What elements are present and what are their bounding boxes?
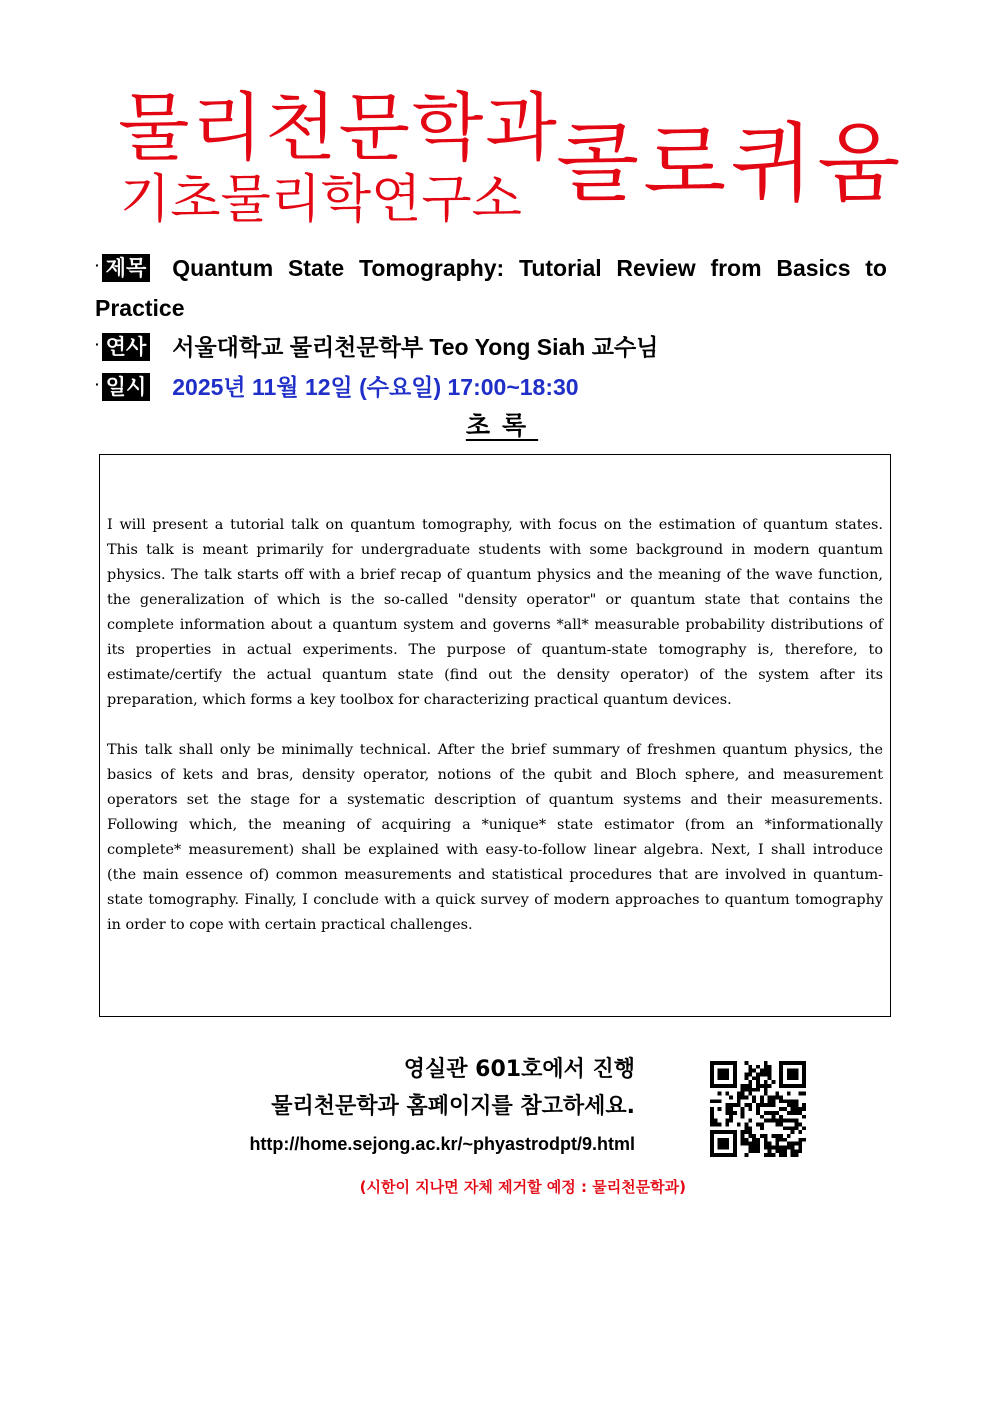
qr-module (771, 1153, 775, 1157)
qr-module (768, 1142, 772, 1146)
abstract-paragraph: This talk shall only be minimally technical. After the brief summary of freshmen quantum physics, the basics of kets and bras, density operator, notions of the qubit and Bloch sphere, and measurement operators set the stage for a systematic description of quantum systems and their measurements. Following which, the meaning of acquiring a *unique* state estimator (from an *informationally complete* measurement) shall be explained with easy-to-follow linear algebra. Next, I shall introduce (the main essence of) common measurements and statistical procedures that are involved in quantum-state tomography. Finally, I conclude with a quick survey of modern approaches to quantum tomography in order to cope with certain practical challenges. (107, 742, 883, 933)
speaker-label: 연사 (102, 333, 151, 361)
qr-module (764, 1084, 768, 1088)
qr-module (760, 1069, 764, 1073)
qr-module (791, 1126, 795, 1130)
qr-module (787, 1103, 791, 1107)
date-row (95, 364, 887, 407)
qr-module (764, 1142, 768, 1146)
qr-module (771, 1099, 775, 1103)
qr-module (725, 1119, 729, 1123)
qr-module (752, 1069, 756, 1073)
qr-module (725, 1092, 729, 1096)
qr-module (768, 1096, 772, 1100)
qr-module (748, 1103, 752, 1107)
bullet-dot: · (95, 336, 100, 352)
qr-module (729, 1111, 733, 1115)
qr-module (798, 1130, 802, 1134)
qr-module (745, 1084, 749, 1088)
qr-module (798, 1122, 802, 1126)
qr-module (714, 1099, 718, 1103)
qr-module (745, 1088, 749, 1092)
qr-module (760, 1073, 764, 1077)
qr-module (802, 1138, 806, 1142)
qr-module (741, 1107, 745, 1111)
qr-module (798, 1142, 802, 1146)
qr-module (768, 1099, 772, 1103)
qr-module (748, 1069, 752, 1073)
qr-module (737, 1103, 741, 1107)
qr-module (745, 1142, 749, 1146)
qr-module (775, 1134, 779, 1138)
qr-module (752, 1088, 756, 1092)
qr-module (760, 1122, 764, 1126)
qr-module (745, 1138, 749, 1142)
qr-module (748, 1126, 752, 1130)
qr-module (725, 1122, 729, 1126)
qr-module (748, 1119, 752, 1123)
qr-module (768, 1153, 772, 1157)
qr-module (764, 1092, 768, 1096)
qr-module (741, 1096, 745, 1100)
qr-module (710, 1099, 714, 1103)
qr-module (768, 1103, 772, 1107)
qr-module (768, 1149, 772, 1153)
qr-module (745, 1076, 749, 1080)
qr-module (791, 1103, 795, 1107)
qr-module (768, 1065, 772, 1069)
qr-module (775, 1096, 779, 1100)
qr-module (802, 1115, 806, 1119)
qr-module (756, 1145, 760, 1149)
qr-module (741, 1142, 745, 1146)
qr-module (779, 1138, 783, 1142)
qr-module (779, 1134, 783, 1138)
qr-module (764, 1134, 768, 1138)
qr-module (748, 1065, 752, 1069)
qr-module (748, 1092, 752, 1096)
qr-module (768, 1073, 772, 1077)
homepage-link[interactable]: http://home.sejong.ac.kr/~phyastrodpt/9.html (249, 1134, 635, 1154)
qr-module (745, 1122, 749, 1126)
qr-module (760, 1126, 764, 1130)
qr-module (779, 1145, 783, 1149)
qr-module (791, 1107, 795, 1111)
qr-module (752, 1145, 756, 1149)
qr-module (794, 1126, 798, 1130)
qr-module (775, 1145, 779, 1149)
qr-module (752, 1149, 756, 1153)
qr-module (725, 1111, 729, 1115)
qr-module (764, 1119, 768, 1123)
qr-module (729, 1103, 733, 1107)
qr-module (729, 1096, 733, 1100)
qr-module (741, 1115, 745, 1119)
qr-module (783, 1119, 787, 1123)
qr-module (787, 1119, 791, 1123)
qr-module (760, 1134, 764, 1138)
qr-module (729, 1107, 733, 1111)
abstract-heading: 초록 (465, 411, 539, 440)
qr-module (768, 1076, 772, 1080)
event-type: 콜로퀴움 (556, 114, 905, 214)
qr-module (764, 1080, 768, 1084)
qr-module (714, 1119, 718, 1123)
qr-module (745, 1153, 749, 1157)
qr-module (787, 1145, 791, 1149)
qr-module (756, 1142, 760, 1146)
qr-module (733, 1103, 737, 1107)
department-name: 물리천문학과 (118, 85, 559, 171)
qr-module (764, 1103, 768, 1107)
venue-text: 영실관 601호에서 진행 (403, 1057, 635, 1082)
qr-module (741, 1134, 745, 1138)
qr-module (725, 1103, 729, 1107)
qr-module (764, 1073, 768, 1077)
qr-module (710, 1122, 714, 1126)
qr-module (787, 1099, 791, 1103)
bullet-dot: · (95, 376, 100, 392)
qr-module (752, 1096, 756, 1100)
qr-module (794, 1119, 798, 1123)
qr-module (802, 1107, 806, 1111)
qr-module (756, 1111, 760, 1115)
qr-module (791, 1153, 795, 1157)
qr-module (794, 1149, 798, 1153)
qr-module (771, 1103, 775, 1107)
qr-module (779, 1096, 783, 1100)
qr-module (748, 1088, 752, 1092)
qr-module (798, 1138, 802, 1142)
qr-module (794, 1122, 798, 1126)
qr-module (791, 1149, 795, 1153)
qr-module (794, 1107, 798, 1111)
qr-module (794, 1111, 798, 1115)
qr-module (791, 1119, 795, 1123)
qr-module (760, 1115, 764, 1119)
qr-module (741, 1138, 745, 1142)
qr-module (760, 1103, 764, 1107)
qr-module (714, 1122, 718, 1126)
qr-module (710, 1115, 714, 1119)
qr-module (775, 1138, 779, 1142)
qr-module (771, 1115, 775, 1119)
qr-module (756, 1107, 760, 1111)
qr-module (752, 1134, 756, 1138)
qr-module (745, 1103, 749, 1107)
qr-module (718, 1092, 722, 1096)
qr-module (748, 1142, 752, 1146)
qr-module (752, 1138, 756, 1142)
qr-module (775, 1142, 779, 1146)
qr-module (764, 1065, 768, 1069)
qr-module (794, 1099, 798, 1103)
qr-module (741, 1088, 745, 1092)
qr-module (752, 1076, 756, 1080)
qr-module (787, 1111, 791, 1115)
qr-module (779, 1149, 783, 1153)
qr-module (771, 1134, 775, 1138)
qr-module (787, 1092, 791, 1096)
abstract-paragraph: I will present a tutorial talk on quantum tomography, with focus on the estimation of quantum states. This talk is meant primarily for undergraduate students with some background in modern quantum physics. The talk starts off with a brief recap of quantum physics and the meaning of the wave function, the generalization of which is the so-called "density operator" or quantum state that contains the complete information about a quantum system and governs *all* measurable probability distributions of its properties in actual experiments. The purpose of quantum-state tomography is, therefore, to estimate/certify the actual quantum state (find out the density operator) of the system after its preparation, which forms a key toolbox for characterizing practical quantum devices. (107, 517, 883, 708)
qr-module (802, 1126, 806, 1130)
qr-module (764, 1145, 768, 1149)
qr-module (718, 1122, 722, 1126)
qr-module (764, 1061, 768, 1065)
qr-module (748, 1130, 752, 1134)
qr-module (741, 1084, 745, 1088)
qr-module (771, 1096, 775, 1100)
qr-module (798, 1145, 802, 1149)
qr-module (768, 1145, 772, 1149)
qr-module (791, 1111, 795, 1115)
qr-module (756, 1080, 760, 1084)
qr-module (710, 1111, 714, 1115)
qr-module (729, 1119, 733, 1123)
qr-module (764, 1088, 768, 1092)
qr-module (779, 1153, 783, 1157)
qr-module (798, 1107, 802, 1111)
qr-module (783, 1138, 787, 1142)
qr-module (771, 1111, 775, 1115)
qr-module (783, 1099, 787, 1103)
qr-module (737, 1092, 741, 1096)
title-row (95, 245, 887, 328)
qr-module (748, 1080, 752, 1084)
qr-module (710, 1107, 714, 1111)
qr-module (768, 1069, 772, 1073)
qr-module (718, 1107, 722, 1111)
qr-module (783, 1149, 787, 1153)
speaker-name: 서울대학교 물리천문학부 Teo Yong Siah 교수님 (172, 334, 659, 360)
qr-module (710, 1119, 714, 1123)
qr-module (771, 1145, 775, 1149)
qr-module (729, 1115, 733, 1119)
qr-module (752, 1142, 756, 1146)
qr-module (771, 1080, 775, 1084)
qr-module (775, 1122, 779, 1126)
qr-module (748, 1073, 752, 1077)
qr-module (768, 1111, 772, 1115)
qr-module (748, 1084, 752, 1088)
qr-module (745, 1073, 749, 1077)
qr-module (748, 1149, 752, 1153)
qr-module (779, 1099, 783, 1103)
qr-module (798, 1092, 802, 1096)
qr-module (775, 1111, 779, 1115)
institute-name: 기초물리학연구소 (120, 170, 522, 230)
qr-module (745, 1061, 749, 1065)
qr-module (756, 1084, 760, 1088)
qr-module (787, 1134, 791, 1138)
qr-module (741, 1130, 745, 1134)
qr-module (756, 1149, 760, 1153)
qr-module (802, 1103, 806, 1107)
qr-module (779, 1107, 783, 1111)
qr-module (764, 1153, 768, 1157)
qr-module (798, 1111, 802, 1115)
talk-title: Quantum State Tomography: Tutorial Review from Basics to Practice (95, 255, 887, 321)
qr-module (741, 1111, 745, 1115)
qr-module (798, 1149, 802, 1153)
qr-module (756, 1065, 760, 1069)
qr-module (787, 1126, 791, 1130)
qr-module (787, 1142, 791, 1146)
qr-module (764, 1069, 768, 1073)
abstract-box (99, 454, 891, 1017)
qr-module (737, 1096, 741, 1100)
bullet-dot: · (95, 257, 100, 273)
qr-module (775, 1149, 779, 1153)
qr-module (779, 1115, 783, 1119)
qr-module (756, 1138, 760, 1142)
homepage-note: 물리천문학과 홈페이지를 참고하세요. (271, 1094, 635, 1119)
qr-module (733, 1111, 737, 1115)
speaker-row (95, 324, 887, 367)
qr-module (775, 1092, 779, 1096)
qr-module (802, 1092, 806, 1096)
qr-module (752, 1099, 756, 1103)
qr-module (748, 1145, 752, 1149)
qr-module (768, 1084, 772, 1088)
qr-module (748, 1107, 752, 1111)
qr-module (783, 1107, 787, 1111)
qr-module (794, 1153, 798, 1157)
title-label: 제목 (102, 254, 151, 282)
qr-module (783, 1145, 787, 1149)
qr-module (756, 1076, 760, 1080)
removal-notice: (시한이 지나면 자체 제거할 예정 : 물리천문학과) (359, 1178, 686, 1196)
qr-module (745, 1126, 749, 1130)
qr-module (764, 1138, 768, 1142)
qr-module (741, 1092, 745, 1096)
qr-module (771, 1119, 775, 1123)
qr-module (791, 1145, 795, 1149)
qr-module (764, 1111, 768, 1115)
qr-module (779, 1122, 783, 1126)
date-label: 일시 (102, 373, 151, 401)
qr-module (791, 1142, 795, 1146)
date-value: 2025년 11월 12일 (수요일) 17:00~18:30 (172, 374, 579, 400)
qr-module (756, 1088, 760, 1092)
qr-module (748, 1134, 752, 1138)
qr-module (783, 1153, 787, 1157)
qr-module (737, 1122, 741, 1126)
qr-module (794, 1103, 798, 1107)
qr-module (791, 1099, 795, 1103)
qr-module (760, 1099, 764, 1103)
qr-module (760, 1096, 764, 1100)
qr-module (791, 1130, 795, 1134)
qr-module (760, 1084, 764, 1088)
qr-module (783, 1126, 787, 1130)
qr-module (745, 1130, 749, 1134)
qr-module (718, 1099, 722, 1103)
qr-module (756, 1122, 760, 1126)
qr-module (737, 1099, 741, 1103)
qr-module (756, 1103, 760, 1107)
qr-module (725, 1107, 729, 1111)
qr-code-icon[interactable] (710, 1061, 806, 1157)
qr-module (779, 1119, 783, 1123)
qr-module (775, 1119, 779, 1123)
qr-module (745, 1096, 749, 1100)
qr-module (756, 1073, 760, 1077)
qr-module (768, 1119, 772, 1123)
qr-module (794, 1142, 798, 1146)
